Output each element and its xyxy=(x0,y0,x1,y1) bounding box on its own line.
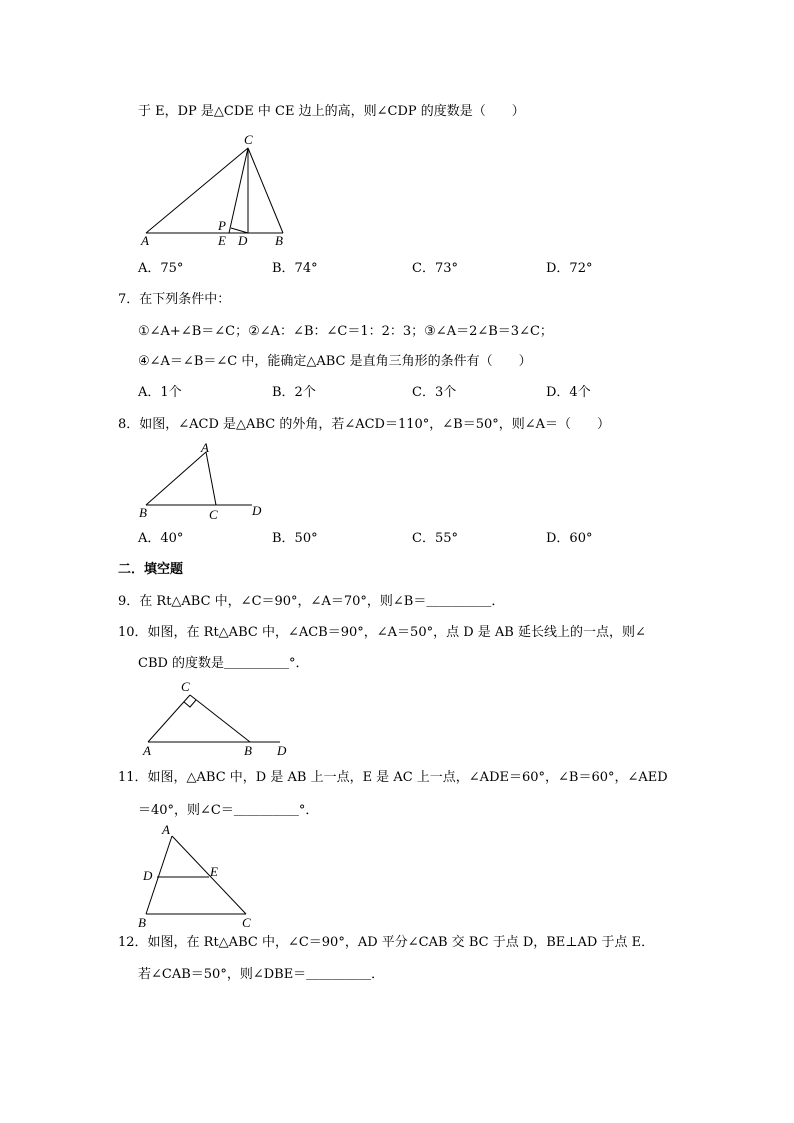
q6-label-b: B xyxy=(275,233,283,248)
q8-option-d[interactable]: D．60° xyxy=(546,531,593,546)
q8-option-b[interactable]: B．50° xyxy=(272,531,318,546)
q8-label-d: D xyxy=(252,503,262,518)
q11-label-c: C xyxy=(242,915,251,930)
q9-stem: 9．在 Rt△ABC 中，∠C＝90°，∠A＝70°，则∠B＝＿＿＿＿＿． xyxy=(118,594,505,609)
q11-label-b: B xyxy=(138,915,146,930)
q11-label-a: A xyxy=(162,822,170,837)
q6-option-d[interactable]: D．72° xyxy=(546,261,593,276)
q6-option-a[interactable]: A．75° xyxy=(138,261,184,276)
q10-label-d: D xyxy=(277,743,287,758)
q7-option-c[interactable]: C．3个 xyxy=(412,385,457,400)
q8-label-c: C xyxy=(209,507,218,522)
q7-conditions-line2: ④∠A＝∠B＝∠C 中，能确定△ABC 是直角三角形的条件有（ ） xyxy=(138,354,532,369)
q10-label-b: B xyxy=(244,743,252,758)
q6-stem-continuation: 于 E，DP 是△CDE 中 CE 边上的高，则∠CDP 的度数是（ ） xyxy=(138,104,525,119)
q11-segment-ac xyxy=(172,836,246,914)
q8-option-c[interactable]: C．55° xyxy=(412,531,458,546)
section-fill-blank-heading: 二．填空题 xyxy=(118,562,184,577)
q8-label-a: A xyxy=(201,440,209,455)
q7-option-a[interactable]: A．1个 xyxy=(138,385,182,400)
q7-option-d[interactable]: D．4个 xyxy=(546,385,591,400)
q6-option-b[interactable]: B．74° xyxy=(272,261,318,276)
q6-label-e: E xyxy=(218,233,226,248)
q10-label-a: A xyxy=(143,743,151,758)
q6-option-c[interactable]: C．73° xyxy=(412,261,458,276)
q7-option-b[interactable]: B．2个 xyxy=(272,385,316,400)
q6-label-d: D xyxy=(238,233,248,248)
q8-option-a[interactable]: A．40° xyxy=(138,531,184,546)
q7-conditions-line1: ①∠A+∠B＝∠C；②∠A：∠B：∠C＝1：2：3；③∠A＝2∠B＝3∠C； xyxy=(138,324,553,339)
q10-label-c: C xyxy=(181,679,190,694)
q11-stem-line2: ＝40°，则∠C＝＿＿＿＿＿°． xyxy=(138,803,319,818)
q12-stem-line1: 12．如图，在 Rt△ABC 中，∠C＝90°，AD 平分∠CAB 交 BC 于点 D，BE⊥AD 于点 E． xyxy=(118,935,655,950)
q11-stem-line1: 11．如图，△ABC 中，D 是 AB 上一点，E 是 AC 上一点，∠ADE＝60°，∠B＝60°，∠AED xyxy=(118,770,668,785)
q6-label-c: C xyxy=(244,132,253,147)
q8-stem: 8．如图，∠ACD 是△ABC 的外角，若∠ACD＝110°，∠B＝50°，则∠A＝（ ） xyxy=(118,417,611,432)
q10-stem-line1: 10．如图，在 Rt△ABC 中，∠ACB＝90°，∠A＝50°，点 D 是 AB 延长线上的一点，则∠ xyxy=(118,625,646,640)
q7-stem: 7．在下列条件中： xyxy=(118,292,231,307)
q10-stem-line2: CBD 的度数是＿＿＿＿＿°． xyxy=(138,656,309,671)
q6-label-a: A xyxy=(141,233,149,248)
q8-label-b: B xyxy=(139,505,147,520)
q11-label-d: D xyxy=(143,868,153,883)
q12-stem-line2: 若∠CAB＝50°，则∠DBE＝＿＿＿＿＿． xyxy=(138,967,385,982)
q6-label-p: P xyxy=(218,218,226,233)
q11-label-e: E xyxy=(210,864,218,879)
